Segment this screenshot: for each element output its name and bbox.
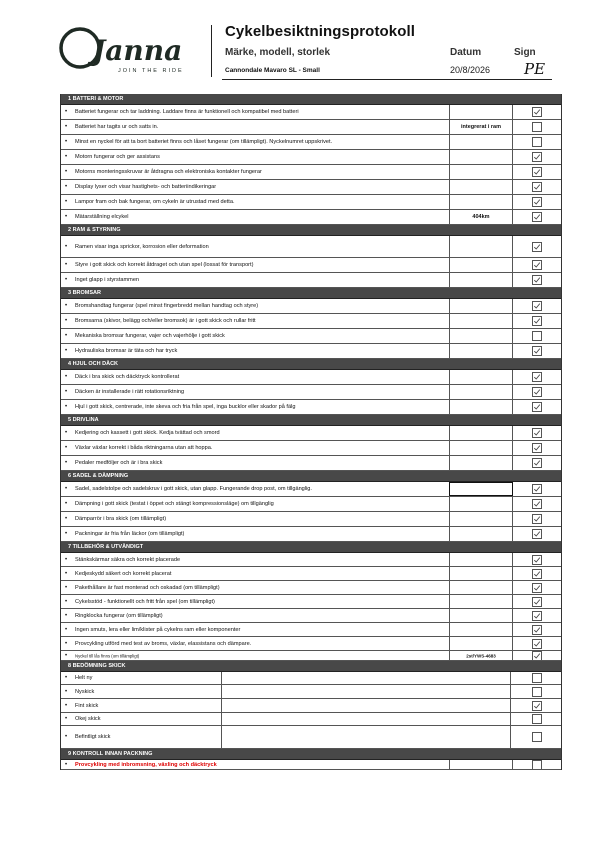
checklist-item-label: Dämparrör i bra skick (om tillämpligt) xyxy=(75,516,167,522)
checkbox-checked[interactable] xyxy=(532,346,542,356)
note-field[interactable] xyxy=(449,553,513,566)
checkbox-checked[interactable] xyxy=(532,212,542,222)
checklist-row xyxy=(61,581,561,595)
checklist-item-label: Däcken är installerade i rätt rotationsriktning xyxy=(75,389,185,395)
checklist-item-label: Inget glapp i styrstammen xyxy=(75,277,140,283)
note-field[interactable] xyxy=(449,314,513,328)
checklist-item-label: Pakethållare är fast monterad och oskadad (om tillämpligt) xyxy=(75,584,220,591)
bullet-icon: • xyxy=(65,333,68,339)
note-field[interactable] xyxy=(449,609,513,622)
note-field[interactable] xyxy=(449,236,513,257)
bullet-icon: • xyxy=(65,626,68,633)
bullet-icon: • xyxy=(65,184,68,190)
bullet-icon: • xyxy=(65,139,68,145)
note-field[interactable] xyxy=(449,299,513,313)
checklist-item-label: Växlar växlar korrekt i båda riktningarna utan att hoppa. xyxy=(75,445,213,451)
checkbox-checked[interactable] xyxy=(532,402,542,412)
bullet-icon: • xyxy=(65,584,68,591)
checkbox-checked[interactable] xyxy=(532,484,542,494)
checklist-row xyxy=(61,637,561,651)
note-field[interactable] xyxy=(449,370,513,384)
checklist-row xyxy=(61,609,561,623)
bullet-icon: • xyxy=(65,389,68,395)
note-field[interactable] xyxy=(449,258,513,272)
note-field[interactable] xyxy=(221,699,511,712)
checklist-row xyxy=(61,135,561,150)
checklist-row xyxy=(61,273,561,288)
bullet-icon: • xyxy=(65,761,68,768)
checkbox-checked[interactable] xyxy=(532,651,542,661)
checkbox-checked[interactable] xyxy=(532,443,542,453)
checklist-row xyxy=(61,165,561,180)
checkbox-checked[interactable] xyxy=(532,428,542,438)
bullet-icon: • xyxy=(65,199,68,205)
checkbox-unchecked[interactable] xyxy=(532,673,542,683)
bullet-icon: • xyxy=(65,262,68,268)
note-field[interactable] xyxy=(449,195,513,209)
checkbox-unchecked[interactable] xyxy=(532,760,542,770)
section-header: 3 BROMSAR xyxy=(61,288,561,299)
janna-logo xyxy=(58,26,198,76)
note-field[interactable] xyxy=(449,497,513,511)
checklist-item-label: Provcykling med inbromsning, växling och däcktryck xyxy=(75,761,217,768)
checklist-row xyxy=(61,150,561,165)
checkbox-checked[interactable] xyxy=(532,260,542,270)
checklist-item-label: Provcykling utförd med test av broms, växlar, elassistans och dämpare. xyxy=(75,640,252,647)
checkbox-checked[interactable] xyxy=(532,387,542,397)
checklist-row xyxy=(61,527,561,542)
checklist-row xyxy=(61,441,561,456)
checkbox-checked[interactable] xyxy=(532,555,542,565)
checklist-item-label: Packningar är fria från läckor (om tillämpligt) xyxy=(75,531,185,537)
page-title: Cykelbesiktningsprotokoll xyxy=(225,23,416,40)
checklist-row xyxy=(61,699,561,713)
checklist-item-label: Batteriet fungerar och tar laddning. Laddare finns är funktionell och kompatibel med batteri xyxy=(75,109,299,115)
note-field[interactable] xyxy=(449,441,513,455)
checkbox-checked[interactable] xyxy=(532,529,542,539)
checklist-item-label: Hydrauliska bromsar är täta och har tryck xyxy=(75,348,178,354)
bullet-icon: • xyxy=(65,612,68,619)
checklist-row xyxy=(61,258,561,273)
checkbox-checked[interactable] xyxy=(532,182,542,192)
signature-field[interactable]: PE xyxy=(524,60,546,78)
checklist-item-label: Hjul i gott skick, centrerade, inte skeva och fria från spel, inga bucklor eller skador på fälg xyxy=(75,404,296,410)
checklist-row xyxy=(61,195,561,210)
note-field[interactable] xyxy=(449,329,513,343)
checklist-item-label: Kedjeskydd säkert och korrekt placerat xyxy=(75,570,172,577)
checklist-item-label: Bromsarna (skivor, belägg och/eller bromsok) är i gott skick och rullar fritt xyxy=(75,318,256,324)
bullet-icon: • xyxy=(65,404,68,410)
bullet-icon: • xyxy=(65,702,68,709)
bullet-icon: • xyxy=(65,531,68,537)
checklist-item-label: Kedjering och kassett i gott skick. Kedja tvättad och smord xyxy=(75,430,220,436)
checklist-row xyxy=(61,180,561,195)
checkbox-checked[interactable] xyxy=(532,316,542,326)
checklist-item-label: Lampor fram och bak fungerar, om cykeln är utrustad med detta. xyxy=(75,199,235,205)
bullet-icon: • xyxy=(65,598,68,605)
checkbox-unchecked[interactable] xyxy=(532,122,542,132)
section-header: 5 DRIVLINA xyxy=(61,415,561,426)
checklist-row xyxy=(61,672,561,685)
sign-label: Sign xyxy=(514,47,536,58)
note-field[interactable] xyxy=(449,581,513,594)
checkbox-checked[interactable] xyxy=(532,301,542,311)
bullet-icon: • xyxy=(65,445,68,451)
checklist-item-label: Okej skick xyxy=(75,716,101,722)
checklist-row xyxy=(61,497,561,512)
note-field[interactable] xyxy=(449,120,513,134)
checklist-row xyxy=(61,713,561,726)
note-value: integrerat i ram xyxy=(460,124,502,130)
bullet-icon: • xyxy=(65,675,68,681)
checklist-row xyxy=(61,456,561,471)
checklist-row xyxy=(61,370,561,385)
checklist-row xyxy=(61,482,561,497)
checkbox-checked[interactable] xyxy=(532,639,542,649)
checklist-item-label: Sadel, sadelstolpe och sadelskruv i gott skick, utan glapp. Fungerande drop post, om tillgänglig. xyxy=(75,486,312,492)
section-header: 1 BATTERI & MOTOR xyxy=(61,94,561,105)
bullet-icon: • xyxy=(65,169,68,175)
note-field[interactable] xyxy=(449,512,513,526)
checkbox-checked[interactable] xyxy=(532,569,542,579)
section-header: 7 TILLBEHÖR & UTVÄNDIGT xyxy=(61,542,561,553)
subtitle-label: Märke, modell, storlek xyxy=(225,47,331,58)
checklist-item-label: Mätarställning elcykel xyxy=(75,214,129,220)
note-value: 2st/YWS-4683 xyxy=(466,653,496,658)
logo-wordmark: Janna xyxy=(92,34,183,67)
checkbox-checked[interactable] xyxy=(532,458,542,468)
checkbox-unchecked[interactable] xyxy=(532,137,542,147)
note-value: 404km xyxy=(472,214,490,220)
checklist-item-label: Nyskick xyxy=(75,688,95,695)
checklist-item-label: Motorns monteringsskruvar är åtdragna och elektroniska kontakter fungerar xyxy=(75,169,262,175)
date-field[interactable]: 20/8/2026 xyxy=(450,65,491,75)
checklist-item-label: Befintligt skick xyxy=(75,734,111,740)
checklist-row xyxy=(61,210,561,225)
checkbox-checked[interactable] xyxy=(532,499,542,509)
section-header: 6 SADEL & DÄMPNING xyxy=(61,471,561,482)
checklist-row xyxy=(61,329,561,344)
note-field[interactable] xyxy=(449,135,513,149)
bullet-icon: • xyxy=(65,318,68,324)
checklist-item-label: Display lyser och visar hastighets- och batteriindikeringar xyxy=(75,184,217,190)
note-field[interactable] xyxy=(449,210,513,224)
bullet-icon: • xyxy=(65,348,68,354)
checklist-row xyxy=(61,567,561,581)
section-header: 8 BEDÖMNING SKICK xyxy=(61,661,561,672)
note-field[interactable] xyxy=(449,385,513,399)
checklist-row xyxy=(61,426,561,441)
bullet-icon: • xyxy=(65,652,68,659)
bullet-icon: • xyxy=(65,109,68,115)
checklist-row xyxy=(61,314,561,329)
checklist-item-label: Batteriet har tagits ur och satts in. xyxy=(75,124,159,130)
checkbox-checked[interactable] xyxy=(532,372,542,382)
checkbox-unchecked[interactable] xyxy=(532,687,542,697)
note-field[interactable] xyxy=(449,400,513,414)
bike-model-field[interactable]: Cannondale Mavaro SL - Small xyxy=(225,67,320,74)
bullet-icon: • xyxy=(65,460,68,466)
checkbox-checked[interactable] xyxy=(532,583,542,593)
checklist-row xyxy=(61,400,561,415)
note-field[interactable] xyxy=(449,273,513,287)
section-header: 2 RAM & STYRNING xyxy=(61,225,561,236)
note-field[interactable] xyxy=(449,623,513,636)
bullet-icon: • xyxy=(65,154,68,160)
checklist-row xyxy=(61,105,561,120)
note-field[interactable] xyxy=(449,567,513,580)
checklist-item-label: Ingen smuts, lera eller lim/klister på cykelns ram eller komponenter xyxy=(75,626,241,633)
section-header: 9 KONTROLL INNAN PACKNING xyxy=(61,749,561,760)
checkbox-checked[interactable] xyxy=(532,611,542,621)
note-field[interactable] xyxy=(449,180,513,194)
note-field[interactable] xyxy=(449,456,513,470)
checklist-item-label: Ramen visar inga sprickor, korrosion eller deformation xyxy=(75,243,209,250)
bullet-icon: • xyxy=(65,277,68,283)
bullet-icon: • xyxy=(65,516,68,522)
checklist-item-label: Cykelsstöd - funktionellt och fritt från spel (om tillämpligt) xyxy=(75,598,215,605)
bullet-icon: • xyxy=(65,430,68,436)
bullet-icon: • xyxy=(65,734,68,740)
note-field[interactable] xyxy=(221,672,511,684)
note-field[interactable] xyxy=(449,482,513,496)
note-field[interactable] xyxy=(449,595,513,608)
checklist-item-label: Pedaler medföljer och är i bra skick xyxy=(75,460,163,466)
checklist-item-label: Helt ny xyxy=(75,675,93,681)
bullet-icon: • xyxy=(65,486,68,492)
checklist-row xyxy=(61,760,561,770)
checkbox-unchecked[interactable] xyxy=(532,732,542,742)
checkbox-unchecked[interactable] xyxy=(532,331,542,341)
checklist-row xyxy=(61,595,561,609)
checklist-row xyxy=(61,685,561,699)
bullet-icon: • xyxy=(65,556,68,563)
checklist-item-label: Fint skick xyxy=(75,702,99,709)
note-field[interactable] xyxy=(449,105,513,119)
checklist-row xyxy=(61,651,561,661)
bullet-icon: • xyxy=(65,716,68,722)
bullet-icon: • xyxy=(65,374,68,380)
checklist-row xyxy=(61,236,561,258)
note-field[interactable] xyxy=(449,426,513,440)
bullet-icon: • xyxy=(65,243,68,250)
note-field[interactable] xyxy=(449,527,513,541)
note-field[interactable] xyxy=(449,651,513,660)
note-field[interactable] xyxy=(221,726,511,748)
bullet-icon: • xyxy=(65,214,68,220)
checkbox-checked[interactable] xyxy=(532,625,542,635)
header-divider xyxy=(211,25,212,77)
note-field[interactable] xyxy=(449,150,513,164)
bullet-icon: • xyxy=(65,640,68,647)
checklist-item-label: Motorn fungerar och ger assistans xyxy=(75,154,160,160)
checklist-item-label: Däck i bra skick och däcktryck kontrollerat xyxy=(75,374,180,380)
checkbox-checked[interactable] xyxy=(532,107,542,117)
checklist-row xyxy=(61,299,561,314)
date-label: Datum xyxy=(450,47,482,58)
bullet-icon: • xyxy=(65,124,68,130)
checklist-row xyxy=(61,120,561,135)
checklist-item-label: Ringklocka fungerar (om tillämpligt) xyxy=(75,612,163,619)
note-field[interactable] xyxy=(221,685,511,698)
header-underline xyxy=(222,79,552,80)
checklist-item-label: Stänkskärmar säkra och korrekt placerade xyxy=(75,556,181,563)
inspection-table xyxy=(60,94,562,770)
bullet-icon: • xyxy=(65,501,68,507)
checklist-row xyxy=(61,726,561,749)
checkbox-checked[interactable] xyxy=(532,275,542,285)
note-field[interactable] xyxy=(221,713,511,725)
checklist-item-label: Styre i gott skick och korrekt åtdraget och utan spel (lossat för transport) xyxy=(75,262,254,268)
checkbox-checked[interactable] xyxy=(532,242,542,252)
checklist-row xyxy=(61,344,561,359)
bullet-icon: • xyxy=(65,570,68,577)
checkbox-unchecked[interactable] xyxy=(532,714,542,724)
note-field[interactable] xyxy=(449,637,513,650)
checkbox-checked[interactable] xyxy=(532,701,542,711)
checkbox-checked[interactable] xyxy=(532,167,542,177)
note-field[interactable] xyxy=(449,344,513,358)
checklist-item-label: Mekaniska bromsar fungerar, vajer och vajerhölje i gott skick xyxy=(75,333,225,339)
logo-tagline: JOIN THE RIDE xyxy=(118,68,184,74)
checklist-row xyxy=(61,623,561,637)
checklist-row xyxy=(61,385,561,400)
checklist-item-label: Minst en nyckel för att ta bort batteriet finns och låset fungerar (om tillämpligt). Nyckelnumret uppskrivet. xyxy=(75,139,333,145)
bullet-icon: • xyxy=(65,688,68,695)
checklist-item-label: Bromshandtag fungerar (spel minst fingerbredd mellan handtag och styre) xyxy=(75,303,259,309)
checklist-row xyxy=(61,553,561,567)
checkbox-checked[interactable] xyxy=(532,197,542,207)
checkbox-checked[interactable] xyxy=(532,514,542,524)
note-field[interactable] xyxy=(449,165,513,179)
checklist-row xyxy=(61,512,561,527)
checkbox-checked[interactable] xyxy=(532,597,542,607)
section-header: 4 HJUL OCH DÄCK xyxy=(61,359,561,370)
checklist-item-label: Nyckel till lås finns (om tillämpligt) xyxy=(75,653,140,658)
checkbox-checked[interactable] xyxy=(532,152,542,162)
note-field[interactable] xyxy=(449,760,513,769)
bullet-icon: • xyxy=(65,303,68,309)
checklist-item-label: Dämpning i gott skick (testat i öppet och stängt kompressionsläge) om tillgänglig xyxy=(75,501,274,507)
